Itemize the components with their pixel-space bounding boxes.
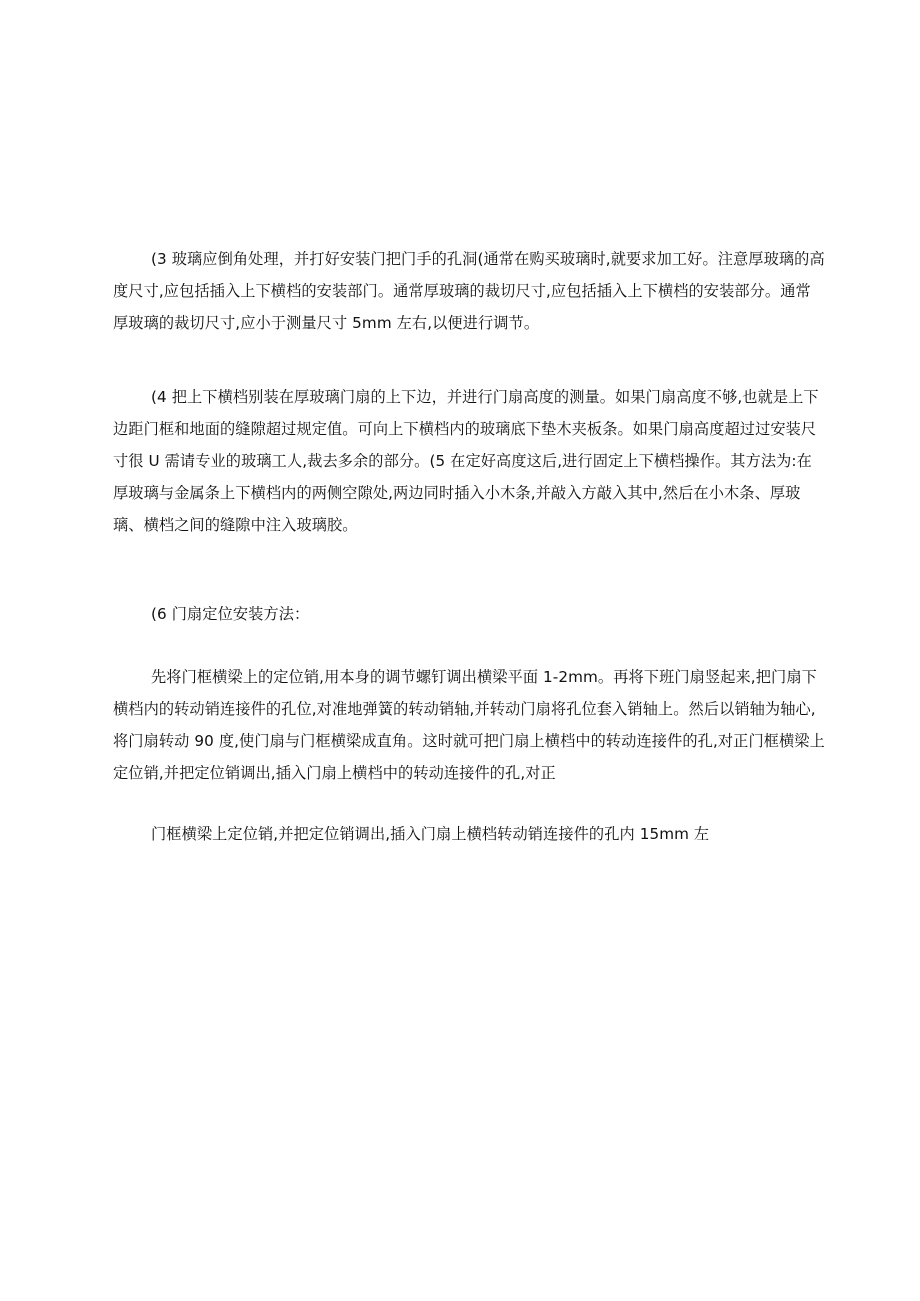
paragraph-positioning-pin-steps: 先将门框横梁上的定位销,用本身的调节螺钉调出横梁平面 1-2mm。再将下班门扇竖起来,把门扇下横档内的转动销连接件的孔位,对准地弹簧的转动销轴,并转动门扇将孔位套入销轴上。然后以销轴为轴心,将门扇转动 90 度,使门扇与门框横梁成直角。这时就可把门扇上横档中的转动连接件的孔,对正门框横梁上定位销,并把定位销调出,插入门扇上横档中的转动连接件的孔,对正 bbox=[113, 668, 825, 782]
paragraph-rail-installation: (4 把上下横档别装在厚玻璃门扇的上下边，并进行门扇高度的测量。如果门扇高度不够,也就是上下边距门框和地面的缝隙超过规定值。可向上下横档内的玻璃底下垫木夹板条。如果门扇高度超过过安装尺寸很 U 需请专业的玻璃工人,裁去多余的部分。(5 在定好高度这后,进行固定上下横档操作。其方法为:在厚玻璃与金属条上下横档内的两侧空隙处,两边同时插入小木条,并敲入方敲入其中,然后在小木条、厚玻璃、横档之间的缝隙中注入玻璃胶。 bbox=[113, 388, 819, 534]
paragraph-glass-chamfer: (3 玻璃应倒角处理，并打好安装门把门手的孔洞(通常在购买玻璃时,就要求加工好。注意厚玻璃的高度尺寸,应包括插入上下横档的安装部门。通常厚玻璃的裁切尺寸,应包括插入上下横档的安装部分。通常厚玻璃的裁切尺寸,应小于测量尺寸 5mm 左右,以便进行调节。 bbox=[113, 250, 825, 332]
paragraph-pin-insertion: 门框横梁上定位销,并把定位销调出,插入门扇上横档转动销连接件的孔内 15mm 左 bbox=[151, 825, 710, 843]
paragraph-door-positioning-heading: (6 门扇定位安装方法： bbox=[151, 605, 310, 623]
